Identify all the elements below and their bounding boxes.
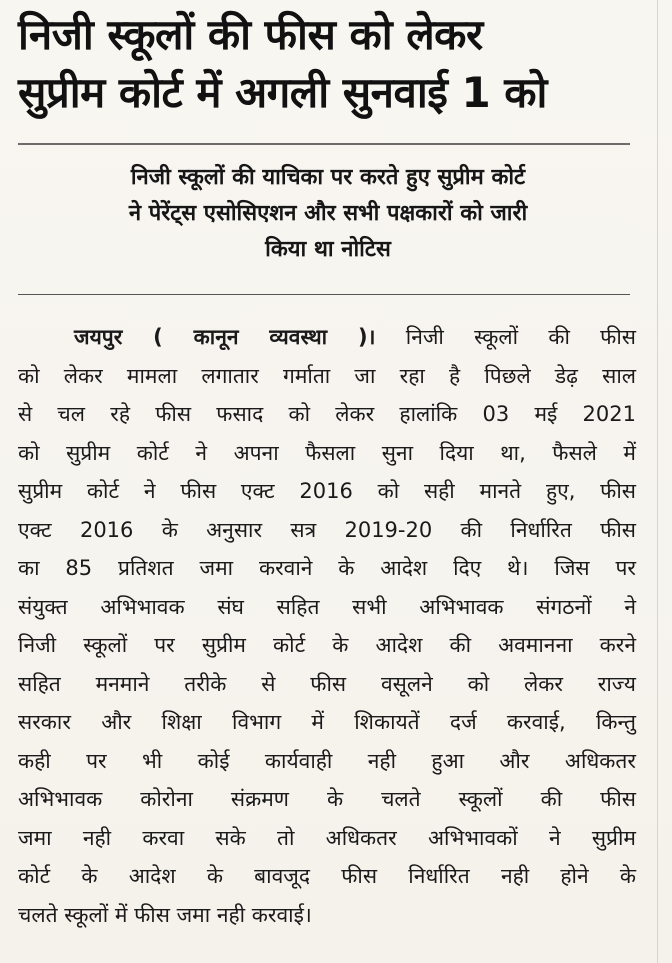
article-line: जमा नही करवा सके तो अधिकतर अभिभावकों ने सुप्रीम	[18, 825, 636, 850]
article-body	[18, 318, 636, 934]
subheadline-line: किया था नोटिस	[265, 237, 391, 262]
article-line-text: निजी स्कूलों की फीस	[405, 325, 636, 349]
headline-divider	[18, 143, 630, 145]
headline	[18, 6, 648, 122]
article-line	[18, 318, 636, 357]
article-line: निजी स्कूलों पर सुप्रीम कोर्ट के आदेश की अवमानना करने	[18, 633, 636, 657]
article-line: को लेकर मामला लगातार गर्माता जा रहा है पिछले डेढ़ साल	[18, 363, 636, 388]
article-line: सरकार और शिक्षा विभाग में शिकायतें दर्ज करवाई, किन्तु	[18, 710, 636, 734]
subheadline-line: ने पेरेंट्स एसोसिएशन और सभी पक्षकारों को जारी	[128, 201, 528, 226]
article-line: कही पर भी कोई कार्यवाही नही हुआ और अधिकतर	[18, 748, 636, 773]
article-line: कोर्ट के आदेश के बावजूद फीस निर्धारित नही होने के	[18, 864, 636, 888]
article-line: से चल रहे फीस फसाद को लेकर हालांकि 03 मई 2021	[18, 402, 636, 426]
article-line: का 85 प्रतिशत जमा करवाने के आदेश दिए थे। जिस पर	[18, 556, 636, 580]
dateline: जयपुर ( कानून व्यवस्था )।	[74, 325, 376, 349]
headline-line: निजी स्कूलों की फीस को लेकर	[18, 10, 483, 59]
headline-line: सुप्रीम कोर्ट में अगली सुनवाई 1 को	[18, 68, 547, 117]
article-line: अभिभावक कोरोना संक्रमण के चलते स्कूलों की फीस	[18, 787, 636, 811]
article-line: चलते स्कूलों में फीस जमा नही करवाई।	[18, 902, 312, 927]
article-line: एक्ट 2016 के अनुसार सत्र 2019-20 की निर्धारित फीस	[18, 517, 636, 542]
clipping-edge	[657, 0, 658, 963]
article-line: सहित मनमाने तरीके से फीस वसूलने को लेकर राज्य	[18, 671, 636, 696]
article-line: को सुप्रीम कोर्ट ने अपना फैसला सुना दिया था, फैसले में	[18, 440, 636, 465]
subheadline-line: निजी स्कूलों की याचिका पर करते हुए सुप्रीम कोर्ट	[130, 165, 526, 190]
subheadline-divider	[18, 294, 630, 295]
article-line: सुप्रीम कोर्ट ने फीस एक्ट 2016 को सही मानते हुए, फीस	[18, 479, 636, 503]
article-line: संयुक्त अभिभावक संघ सहित सभी अभिभावक संगठनों ने	[18, 594, 636, 619]
subheadline	[28, 160, 628, 268]
